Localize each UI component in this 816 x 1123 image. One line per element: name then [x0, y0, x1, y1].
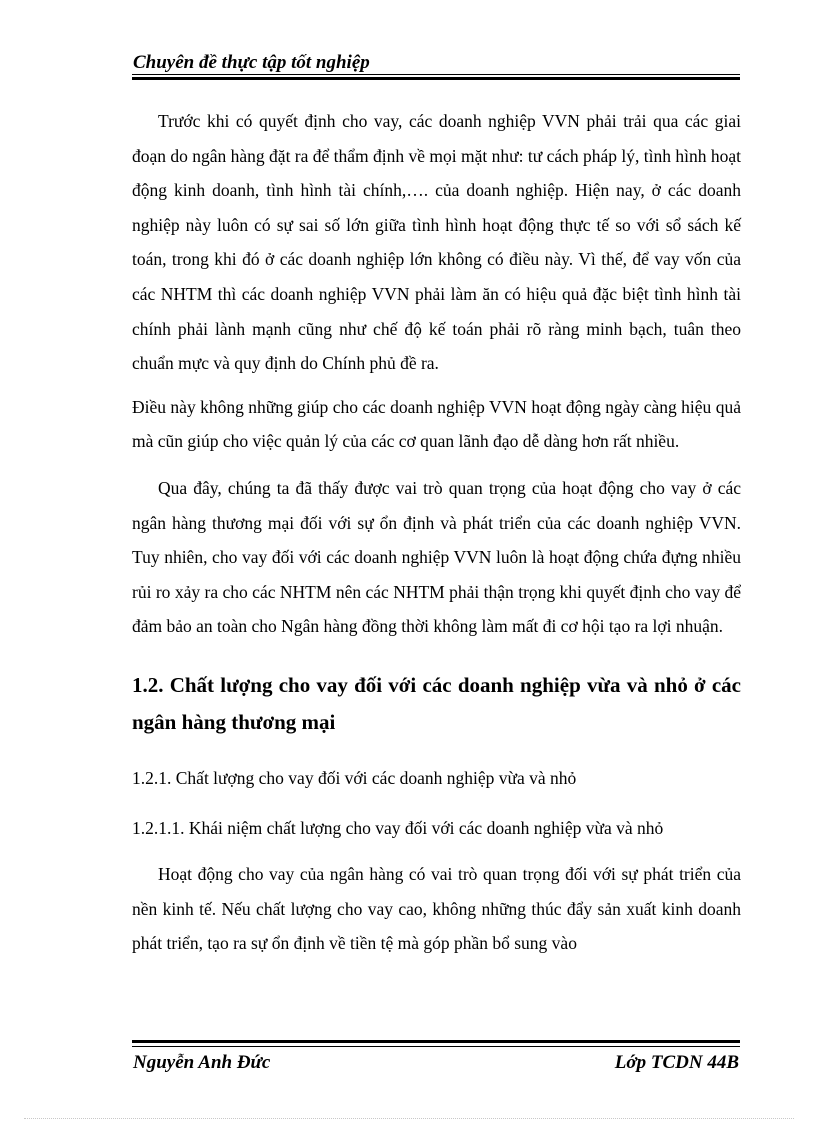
paragraph-3: Qua đây, chúng ta đã thấy được vai trò quan trọng của hoạt động cho vay ở các ngân hàng thương mại đối với sự ổn định và phát triển của các doanh nghiệp VVN. Tuy nhiên, cho vay đối với các doanh nghiệp VVN luôn là hoạt động chứa đựng nhiều rủi ro xảy ra cho các NHTM nên các NHTM phải thận trọng khi quyết định cho vay để đảm bảo an toàn cho Ngân hàng đồng thời không làm mất đi cơ hội tạo ra lợi nhuận.	[132, 477, 741, 637]
document-body	[132, 104, 741, 961]
section-heading: 1.2. Chất lượng cho vay đối với các doanh nghiệp vừa và nhỏ ở các ngân hàng thương mại	[132, 672, 741, 734]
footer-rule-thick	[132, 1040, 740, 1043]
footer-author: Nguyễn Anh Đức	[133, 1052, 271, 1073]
footer-class: Lớp TCDN 44B	[614, 1052, 739, 1073]
subheading-2: 1.2.1.1. Khái niệm chất lượng cho vay đối với các doanh nghiệp vừa và nhỏ	[132, 817, 664, 838]
header-title: Chuyên đề thực tập tốt nghiệp	[133, 52, 370, 73]
footer-rule-thin	[132, 1046, 740, 1047]
header-rule-thick	[132, 77, 740, 80]
header-rule-thin	[132, 74, 740, 75]
paragraph-4: Hoạt động cho vay của ngân hàng có vai trò quan trọng đối với sự phát triển của nền kinh tế. Nếu chất lượng cho vay cao, không những thúc đẩy sản xuất kinh doanh phát triển, tạo ra sự ổn định về tiền tệ mà góp phần bổ sung vào	[132, 863, 741, 954]
paragraph-1: Trước khi có quyết định cho vay, các doanh nghiệp VVN phải trải qua các giai đoạn do ngân hàng đặt ra để thẩm định về mọi mặt như: tư cách pháp lý, tình hình hoạt động kinh doanh, tình hình tài chính,…. của doanh nghiệp. Hiện nay, ở các doanh nghiệp này luôn có sự sai số lớn giữa tình hình hoạt động thực tế so với sổ sách kế toán, trong khi đó ở các doanh nghiệp lớn không có điều này. Vì thế, để vay vốn của các NHTM thì các doanh nghiệp VVN phải làm ăn có hiệu quả đặc biệt tình hình tài chính phải lành mạnh cũng như chế độ kế toán phải rõ ràng minh bạch, tuân theo chuẩn mực và quy định do Chính phủ đề ra.	[132, 111, 741, 374]
subheading-1: 1.2.1. Chất lượng cho vay đối với các doanh nghiệp vừa và nhỏ	[132, 767, 577, 788]
page-edge-divider	[24, 1118, 794, 1119]
paragraph-2: Điều này không những giúp cho các doanh nghiệp VVN hoạt động ngày càng hiệu quả mà cũn giúp cho việc quản lý của các cơ quan lãnh đạo dễ dàng hơn rất nhiều.	[132, 396, 741, 452]
